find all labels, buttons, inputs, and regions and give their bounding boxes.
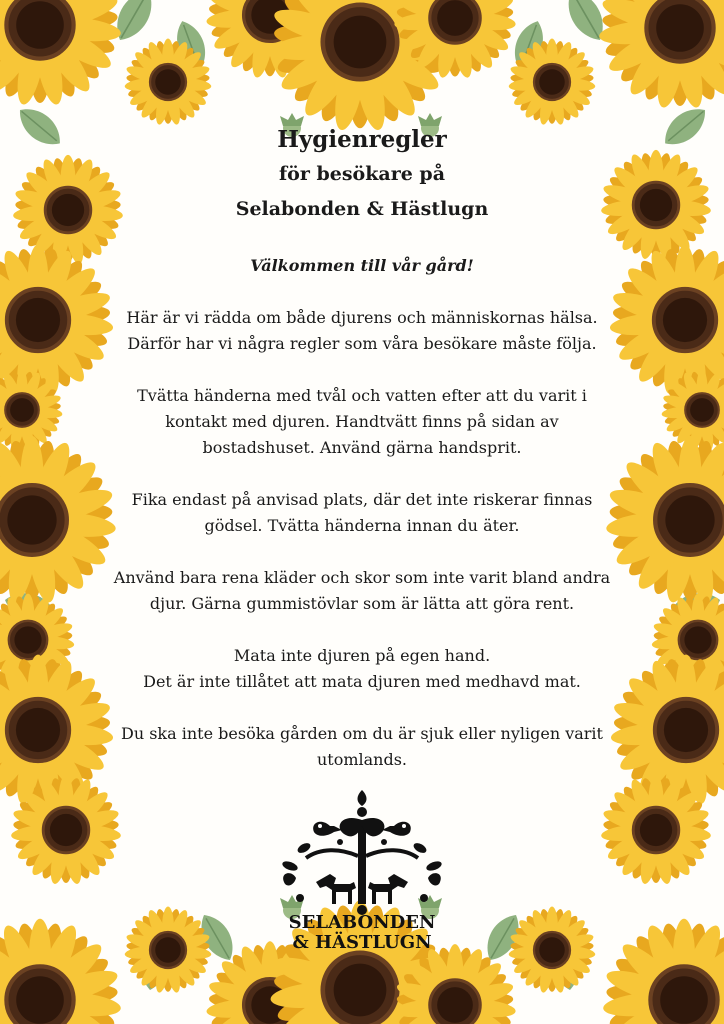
paragraph-line: gödsel. Tvätta händerna innan du äter. (204, 516, 520, 535)
paragraph-line: Mata inte djuren på egen hand. (233, 646, 491, 665)
rule-paragraph-clothes (70, 565, 654, 617)
paragraph-line: Därför har vi några regler som våra besökare måste följa. (127, 334, 597, 353)
rule-paragraph-illness (70, 721, 654, 773)
farm-logo (270, 786, 454, 956)
welcome-text: Välkommen till vår gård! (250, 256, 474, 275)
paragraph-line: Det är inte tillåtet att mata djuren med medhavd mat. (143, 672, 581, 691)
paragraph-line: Tvätta händerna med tvål och vatten efter att du varit i (137, 386, 587, 405)
paragraph-line: Använd bara rena kläder och skor som inte varit bland andra (113, 568, 611, 587)
paragraph-line: Du ska inte besöka gården om du är sjuk eller nyligen varit (121, 724, 603, 743)
rule-paragraph-handwash (70, 383, 654, 461)
title-line-3: Selabonden & Hästlugn (235, 198, 489, 220)
poster-text (70, 122, 654, 773)
rule-paragraph-intro (70, 305, 654, 357)
title-line-2: för besökare på (279, 163, 445, 185)
sunflower-icon (587, 0, 724, 121)
paragraph-line: djur. Gärna gummistövlar som är lätta att göra rent. (149, 594, 575, 613)
rule-paragraph-feeding (70, 643, 654, 695)
paragraph-line: Fika endast på anvisad plats, där det inte riskerar finnas (131, 490, 593, 509)
rule-paragraph-fika (70, 487, 654, 539)
sunflower-icon (118, 900, 218, 999)
paragraph-line: utomlands. (316, 750, 408, 769)
page-title (70, 122, 654, 227)
paragraph-line: bostadshuset. Använd gärna handsprit. (202, 438, 522, 457)
logo-line-1: SELABONDEN (288, 912, 436, 933)
paragraph-line: kontakt med djuren. Handtvätt finns på sidan av (165, 412, 559, 431)
sunflower-icon (0, 0, 133, 118)
sunflower-icon (502, 900, 602, 999)
paragraph-line: Här är vi rädda om både djurens och människornas hälsa. (126, 308, 598, 327)
sunflower-icon (0, 907, 133, 1024)
logo-line-2: & HÄSTLUGN (292, 932, 432, 953)
title-line-1: Hygienregler (277, 126, 447, 153)
folk-tree-horses-icon (281, 790, 443, 915)
sunflower-icon (591, 907, 724, 1024)
